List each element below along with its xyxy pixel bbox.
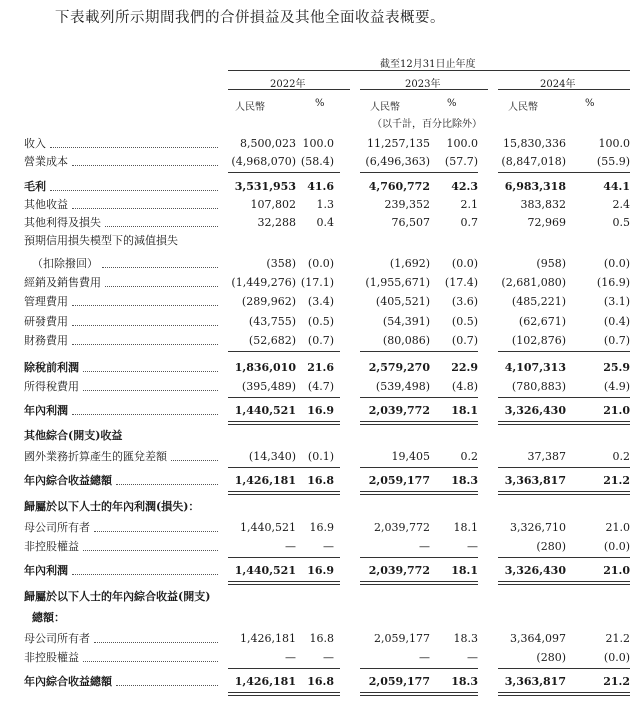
value-2022-pct: — (323, 540, 334, 553)
leader-dots (94, 531, 218, 532)
value-2022-rmb: — (285, 540, 296, 553)
row-label: 預期信用損失模型下的減值損失 (24, 234, 178, 247)
subtotal-rule (360, 397, 478, 398)
value-2024-rmb: 4,107,313 (504, 361, 566, 374)
subtotal-rule (228, 467, 340, 468)
value-2023-pct: 18.3 (453, 632, 478, 645)
total-double-rule (228, 491, 340, 495)
leader-dots (72, 344, 218, 345)
leader-dots (116, 685, 218, 686)
year-rule-2022 (228, 89, 350, 90)
leader-dots (50, 147, 218, 148)
row-label: 年內利潤 (24, 404, 68, 417)
row-label: 毛利 (24, 180, 46, 193)
value-2023-rmb: 19,405 (391, 450, 430, 463)
value-2022-rmb: 3,531,953 (234, 180, 296, 193)
value-2024-pct: 0.2 (612, 450, 630, 463)
value-2023-pct: 2.1 (460, 198, 478, 211)
table-row (0, 519, 640, 537)
table-row (0, 232, 640, 250)
value-2024-rmb: (780,883) (511, 380, 566, 393)
period-header: 截至12月31日止年度 (380, 59, 476, 70)
value-2023-rmb: (1,692) (389, 257, 430, 270)
value-2023-rmb: (6,496,363) (365, 155, 430, 168)
subtotal-rule (498, 172, 630, 173)
table-row (0, 538, 640, 556)
table-row (0, 630, 640, 648)
row-label: 研發費用 (24, 315, 68, 328)
subtotal-rule (228, 172, 340, 173)
subtotal-rule (228, 668, 340, 669)
table-row (0, 135, 640, 153)
value-2024-pct: 21.2 (603, 675, 630, 688)
header-rule (228, 70, 630, 71)
total-double-rule (360, 692, 478, 696)
value-2022-pct: 21.6 (307, 361, 334, 374)
total-double-rule (228, 692, 340, 696)
value-2024-rmb: (62,671) (518, 315, 566, 328)
value-2023-rmb: 239,352 (384, 198, 430, 211)
value-2022-rmb: 1,440,521 (234, 564, 296, 577)
value-2022-pct: — (323, 651, 334, 664)
row-label: 年內綜合收益總額 (24, 675, 112, 688)
row-label: 母公司所有者 (24, 632, 90, 645)
value-2024-pct: (16.9) (596, 276, 630, 289)
value-2023-rmb: 4,760,772 (368, 180, 430, 193)
value-2024-rmb: 3,326,430 (504, 564, 566, 577)
row-label: 所得稅費用 (24, 380, 79, 393)
value-2023-rmb: 2,039,772 (368, 564, 430, 577)
table-row (0, 472, 640, 490)
value-2022-rmb: 107,802 (250, 198, 296, 211)
leader-dots (72, 305, 218, 306)
row-label: 財務費用 (24, 334, 68, 347)
row-label: 歸屬於以下人士的年內利潤(損失)： (24, 500, 200, 513)
total-double-rule (498, 491, 630, 495)
subtotal-rule (360, 467, 478, 468)
table-row (0, 153, 640, 171)
row-label: 收入 (24, 137, 46, 150)
total-double-rule (360, 491, 478, 495)
value-2022-pct: 16.8 (307, 675, 334, 688)
value-2023-rmb: — (419, 540, 430, 553)
value-2023-pct: 0.2 (460, 450, 478, 463)
value-2024-pct: (0.4) (603, 315, 630, 328)
value-2022-rmb: (43,755) (248, 315, 296, 328)
value-2023-rmb: (1,955,671) (365, 276, 430, 289)
value-2024-pct: 21.0 (603, 404, 630, 417)
value-2024-pct: 21.0 (605, 521, 630, 534)
row-label: 國外業務折算產生的匯兌差額 (24, 450, 167, 463)
table-row (0, 332, 640, 350)
value-2024-pct: 2.4 (612, 198, 630, 211)
value-2023-rmb: 2,579,270 (368, 361, 430, 374)
value-2024-rmb: 3,326,710 (510, 521, 566, 534)
leader-dots (83, 661, 218, 662)
value-2022-rmb: (4,968,070) (231, 155, 296, 168)
row-label: 其他利得及損失 (24, 216, 101, 229)
value-2024-pct: 25.9 (603, 361, 630, 374)
year-rule-2024 (498, 89, 630, 90)
value-2024-rmb: (102,876) (511, 334, 566, 347)
leader-dots (83, 550, 218, 551)
value-2024-pct: (55.9) (596, 155, 630, 168)
table-row (0, 255, 640, 273)
value-2022-rmb: (1,449,276) (231, 276, 296, 289)
leader-dots (72, 165, 218, 166)
row-label: 非控股權益 (24, 651, 79, 664)
total-double-rule (498, 581, 630, 585)
value-2023-rmb: (405,521) (375, 295, 430, 308)
value-2023-pct: (0.7) (451, 334, 478, 347)
row-label: 其他收益 (24, 198, 68, 211)
value-2023-pct: 18.1 (453, 521, 478, 534)
value-2023-rmb: (54,391) (382, 315, 430, 328)
value-2024-rmb: 15,830,336 (503, 137, 566, 150)
value-2023-pct: 18.3 (451, 675, 478, 688)
value-2022-pct: 16.9 (307, 564, 334, 577)
value-2024-pct: (4.9) (603, 380, 630, 393)
table-row (0, 378, 640, 396)
unit-note: （以千計，百分比除外） (372, 119, 482, 130)
row-label: 總額： (32, 611, 65, 624)
value-2023-pct: 18.1 (451, 404, 478, 417)
value-2023-rmb: (80,086) (382, 334, 430, 347)
total-double-rule (498, 692, 630, 696)
year-2024: 2024年 (540, 79, 576, 90)
value-2023-pct: 18.3 (451, 474, 478, 487)
value-2023-pct: — (467, 651, 478, 664)
table-row (0, 562, 640, 580)
value-2023-pct: 42.3 (451, 180, 478, 193)
table-row (0, 427, 640, 445)
row-label: 年內綜合收益總額 (24, 474, 112, 487)
leader-dots (105, 286, 218, 287)
value-2023-rmb: 2,039,772 (374, 521, 430, 534)
leader-dots (72, 414, 218, 415)
value-2024-rmb: (280) (536, 651, 566, 664)
col-rmb-2022: 人民幣 (235, 102, 265, 113)
year-2023: 2023年 (405, 79, 441, 90)
value-2022-pct: 0.4 (316, 216, 334, 229)
value-2022-pct: (0.7) (307, 334, 334, 347)
value-2023-pct: (0.0) (451, 257, 478, 270)
value-2022-rmb: 8,500,023 (240, 137, 296, 150)
table-row (0, 588, 640, 606)
subtotal-rule (498, 397, 630, 398)
leader-dots (94, 642, 218, 643)
value-2022-pct: (17.1) (300, 276, 334, 289)
value-2024-pct: (3.1) (603, 295, 630, 308)
value-2023-pct: 100.0 (446, 137, 478, 150)
row-label: 非控股權益 (24, 540, 79, 553)
value-2024-rmb: (485,221) (511, 295, 566, 308)
value-2023-rmb: (539,498) (375, 380, 430, 393)
subtotal-rule (360, 172, 478, 173)
value-2022-pct: 16.8 (307, 474, 334, 487)
value-2023-pct: 0.7 (460, 216, 478, 229)
row-label: 除稅前利潤 (24, 361, 79, 374)
value-2024-pct: 21.0 (603, 564, 630, 577)
row-label: （扣除撥回） (32, 257, 98, 270)
leader-dots (72, 574, 218, 575)
value-2022-rmb: 1,440,521 (240, 521, 296, 534)
value-2022-pct: 16.9 (307, 404, 334, 417)
value-2024-pct: (0.0) (603, 540, 630, 553)
value-2023-pct: — (467, 540, 478, 553)
value-2022-rmb: (358) (266, 257, 296, 270)
subtotal-rule (228, 557, 340, 558)
value-2023-rmb: — (419, 651, 430, 664)
value-2022-rmb: (52,682) (248, 334, 296, 347)
value-2022-pct: 100.0 (302, 137, 334, 150)
subtotal-rule (228, 397, 340, 398)
value-2023-pct: 18.1 (451, 564, 478, 577)
table-row (0, 402, 640, 420)
value-2022-pct: 1.3 (316, 198, 334, 211)
row-label: 其他綜合(開支)收益 (24, 429, 123, 442)
value-2022-pct: (0.0) (307, 257, 334, 270)
table-row (0, 214, 640, 232)
row-label: 經銷及銷售費用 (24, 276, 101, 289)
subtotal-rule (360, 351, 478, 352)
value-2024-rmb: 383,832 (520, 198, 566, 211)
leader-dots (105, 226, 218, 227)
table-row (0, 448, 640, 466)
value-2022-rmb: 1,426,181 (234, 675, 296, 688)
value-2022-pct: 16.9 (309, 521, 334, 534)
total-double-rule (228, 421, 340, 425)
row-label: 營業成本 (24, 155, 68, 168)
col-rmb-2024: 人民幣 (508, 102, 538, 113)
row-label: 母公司所有者 (24, 521, 90, 534)
value-2022-rmb: 1,426,181 (240, 632, 296, 645)
value-2022-rmb: 32,288 (257, 216, 296, 229)
value-2024-rmb: 37,387 (527, 450, 566, 463)
leader-dots (83, 390, 218, 391)
value-2023-rmb: 2,059,177 (374, 632, 430, 645)
value-2024-pct: (0.0) (603, 257, 630, 270)
value-2024-rmb: (8,847,018) (501, 155, 566, 168)
leader-dots (72, 325, 218, 326)
leader-dots (50, 190, 218, 191)
col-pct-2023: % (447, 98, 457, 109)
value-2023-pct: (3.6) (451, 295, 478, 308)
subtotal-rule (228, 351, 340, 352)
value-2024-pct: (0.7) (603, 334, 630, 347)
table-row (0, 649, 640, 667)
total-double-rule (360, 581, 478, 585)
leader-dots (83, 371, 218, 372)
total-double-rule (498, 421, 630, 425)
value-2024-rmb: 3,363,817 (504, 675, 566, 688)
value-2022-rmb: 1,440,521 (234, 404, 296, 417)
table-row (0, 274, 640, 292)
value-2024-rmb: (280) (536, 540, 566, 553)
value-2024-pct: 100.0 (598, 137, 630, 150)
value-2024-pct: 21.2 (605, 632, 630, 645)
col-rmb-2023: 人民幣 (370, 102, 400, 113)
year-2022: 2022年 (270, 79, 306, 90)
value-2024-rmb: (958) (536, 257, 566, 270)
row-label: 管理費用 (24, 295, 68, 308)
subtotal-rule (498, 668, 630, 669)
value-2022-rmb: (395,489) (241, 380, 296, 393)
total-double-rule (360, 421, 478, 425)
value-2023-rmb: 2,039,772 (368, 404, 430, 417)
value-2022-pct: (0.5) (307, 315, 334, 328)
col-pct-2024: % (585, 98, 595, 109)
value-2022-pct: 41.6 (307, 180, 334, 193)
value-2022-rmb: 1,836,010 (234, 361, 296, 374)
value-2024-pct: 44.1 (603, 180, 630, 193)
value-2024-pct: 0.5 (612, 216, 630, 229)
leader-dots (171, 460, 218, 461)
value-2024-rmb: (2,681,080) (501, 276, 566, 289)
value-2022-pct: (0.1) (307, 450, 334, 463)
value-2023-pct: (4.8) (451, 380, 478, 393)
table-row (0, 609, 640, 627)
value-2024-rmb: 3,363,817 (504, 474, 566, 487)
table-row (0, 196, 640, 214)
value-2023-pct: (57.7) (444, 155, 478, 168)
table-row (0, 178, 640, 196)
intro-text: 下表載列所示期間我們的合併損益及其他全面收益表概要。 (55, 10, 445, 26)
value-2022-pct: (4.7) (307, 380, 334, 393)
value-2022-pct: 16.8 (309, 632, 334, 645)
leader-dots (116, 484, 218, 485)
subtotal-rule (498, 557, 630, 558)
value-2022-rmb: (289,962) (241, 295, 296, 308)
value-2024-rmb: 3,364,097 (510, 632, 566, 645)
value-2024-rmb: 3,326,430 (504, 404, 566, 417)
row-label: 年內利潤 (24, 564, 68, 577)
value-2022-rmb: 1,426,181 (234, 474, 296, 487)
value-2023-rmb: 11,257,135 (367, 137, 430, 150)
value-2023-pct: (17.4) (444, 276, 478, 289)
subtotal-rule (498, 351, 630, 352)
subtotal-rule (360, 557, 478, 558)
value-2022-pct: (3.4) (307, 295, 334, 308)
value-2023-pct: 22.9 (451, 361, 478, 374)
value-2024-pct: (0.0) (603, 651, 630, 664)
row-label: 歸屬於以下人士的年內綜合收益(開支) (24, 590, 211, 603)
table-row (0, 498, 640, 516)
subtotal-rule (360, 668, 478, 669)
leader-dots (72, 208, 218, 209)
value-2022-rmb: (14,340) (248, 450, 296, 463)
leader-dots (102, 267, 218, 268)
table-row (0, 673, 640, 691)
table-row (0, 293, 640, 311)
value-2023-rmb: 2,059,177 (368, 675, 430, 688)
value-2024-rmb: 72,969 (527, 216, 566, 229)
year-rule-2023 (360, 89, 488, 90)
value-2024-rmb: 6,983,318 (504, 180, 566, 193)
value-2022-pct: (58.4) (300, 155, 334, 168)
value-2023-rmb: 2,059,177 (368, 474, 430, 487)
table-row (0, 359, 640, 377)
value-2024-pct: 21.2 (603, 474, 630, 487)
value-2023-pct: (0.5) (451, 315, 478, 328)
table-row (0, 313, 640, 331)
value-2022-rmb: — (285, 651, 296, 664)
value-2023-rmb: 76,507 (391, 216, 430, 229)
col-pct-2022: % (315, 98, 325, 109)
subtotal-rule (498, 467, 630, 468)
total-double-rule (228, 581, 340, 585)
